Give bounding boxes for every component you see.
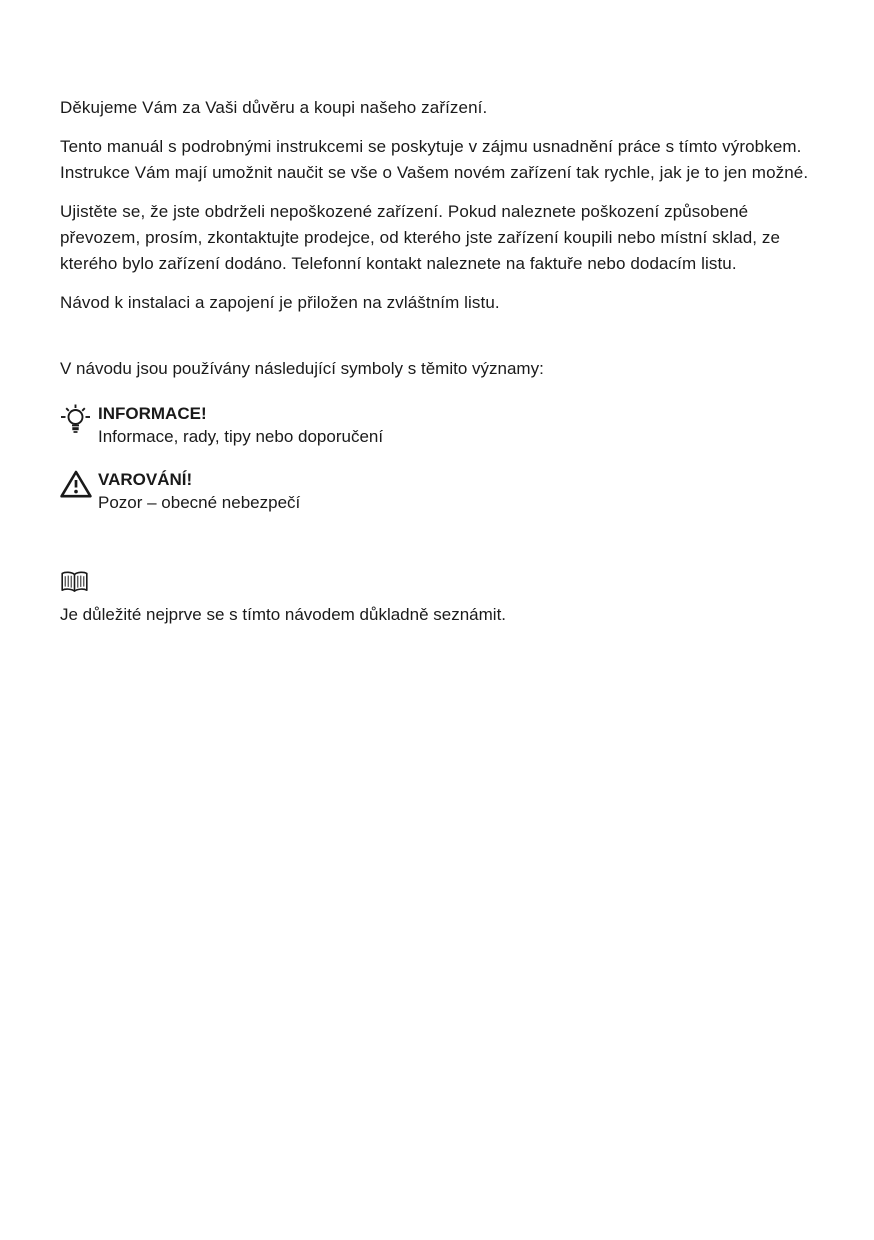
paragraph-damage-check: Ujistěte se, že jste obdrželi nepoškozené zařízení. Pokud naleznete poškození způsobené převozem, prosím, zkontaktujte prodejce, od kterého jste zařízení koupili nebo místní sklad, ze kterého bylo zařízení dodáno. Telefonní kontakt naleznete na faktuře nebo dodacím listu. <box>60 202 781 273</box>
symbol-text-information <box>98 402 816 448</box>
paragraph-manual-purpose: Tento manuál s podrobnými instrukcemi se poskytuje v zájmu usnadnění práce s tímto výrobkem. Instrukce Vám mají umožnit naučit se vše o Vašem novém zařízení tak rychle, jak je to jen možné. <box>60 137 809 182</box>
symbols-intro-text: V návodu jsou používány následující symboly s těmito významy: <box>60 359 544 378</box>
symbol-title-warning: VAROVÁNÍ! <box>98 470 193 489</box>
paragraph-installation-note: Návod k instalaci a zapojení je přiložen na zvláštním listu. <box>60 293 500 312</box>
symbol-description-information: Informace, rady, tipy nebo doporučení <box>98 427 384 446</box>
symbol-row-information <box>60 402 816 448</box>
lightbulb-icon <box>60 402 98 435</box>
read-manual-note: Je důležité nejprve se s tímto návodem důkladně seznámit. <box>60 605 507 624</box>
read-manual-section <box>60 570 816 628</box>
symbol-row-warning <box>60 468 816 514</box>
symbol-title-information: INFORMACE! <box>98 404 207 423</box>
symbol-description-warning: Pozor – obecné nebezpečí <box>98 493 301 512</box>
open-book-icon <box>60 570 816 596</box>
warning-triangle-icon <box>60 468 98 499</box>
symbol-text-warning <box>98 468 816 514</box>
paragraph-thanks: Děkujeme Vám za Vaši důvěru a koupi našeho zařízení. <box>60 98 488 117</box>
